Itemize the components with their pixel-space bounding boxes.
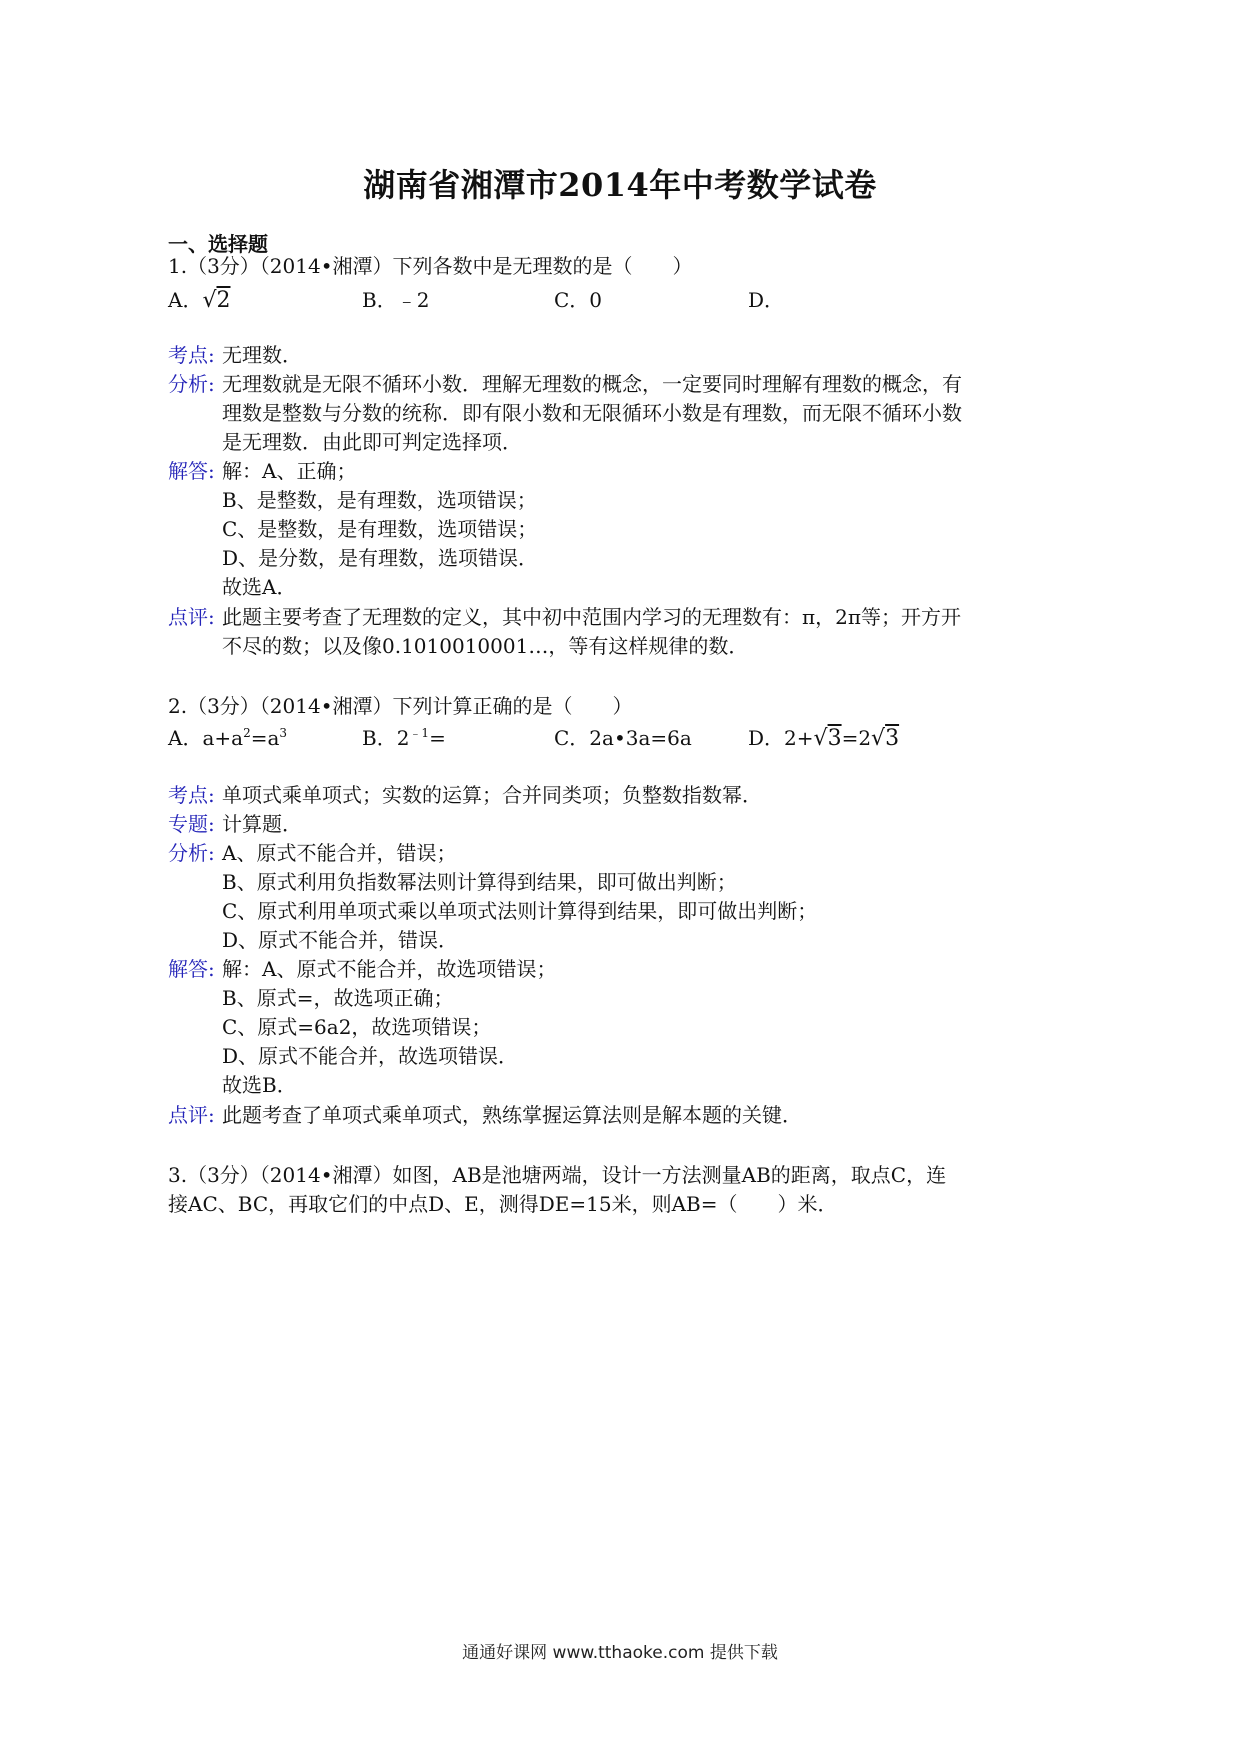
q1-dianping-line: 此题主要考查了无理数的定义，其中初中范围内学习的无理数有：π，2π等；开方开: [222, 605, 962, 629]
q2-fenxi-line: B、原式利用负指数幂法则计算得到结果，即可做出判断；: [222, 870, 737, 894]
page-title: 湖南省湘潭市2014年中考数学试卷: [363, 166, 877, 204]
q2-option-d-mid: =2: [841, 726, 872, 750]
q2-jieda-line: B、原式=，故选项正确；: [222, 986, 454, 1010]
q1-jieda-line: B、是整数，是有理数，选项错误；: [222, 488, 537, 512]
footer-credit: 通通好课网 www.tthaoke.com 提供下载: [462, 1643, 778, 1663]
q2-kaodian-label: 考点:: [168, 783, 215, 807]
sqrt-symbol: √: [871, 726, 886, 751]
q2-option-b-prefix: B．2: [362, 726, 410, 750]
q1-jieda-line: C、是整数，是有理数，选项错误；: [222, 517, 538, 541]
q2-option-c: C．2a•3a=6a: [554, 726, 692, 750]
q2-dianping-text: 此题考查了单项式乘单项式，熟练掌握运算法则是解本题的关键．: [222, 1103, 802, 1127]
q1-fenxi-line: 无理数就是无限不循环小数．理解无理数的概念，一定要同时理解有理数的概念，有: [222, 372, 962, 396]
q2-option-d-prefix: D．2+: [748, 726, 814, 750]
q1-jieda-line: 故选A．: [222, 575, 297, 599]
q1-dianping-line: 不尽的数；以及像0.1010010001…，等有这样规律的数．: [222, 634, 749, 658]
q1-option-c: C．0: [554, 288, 603, 312]
q2-jieda-line: C、原式=6a2，故选项错误；: [222, 1015, 492, 1039]
q2-jieda-line: 解：A、原式不能合并，故选项错误；: [222, 957, 557, 981]
q2-dianping-label: 点评:: [168, 1103, 215, 1127]
q2-jieda-label: 解答:: [168, 957, 215, 981]
q1-jieda-line: 解：A、正确；: [222, 459, 357, 483]
q1-dianping-label: 点评:: [168, 605, 215, 629]
q1-jieda-line: D、是分数，是有理数，选项错误．: [222, 546, 539, 570]
q1-option-a-radicand: 2: [216, 288, 231, 313]
q2-zhuanti-label: 专题:: [168, 812, 215, 836]
q2-fenxi-line: C、原式利用单项式乘以单项式法则计算得到结果，即可做出判断；: [222, 899, 818, 923]
q1-fenxi-line: 是无理数．由此即可判定选择项．: [222, 430, 522, 454]
q2-option-b-suffix: =: [429, 726, 446, 750]
q1-fenxi-label: 分析:: [168, 372, 215, 396]
q2-option-d: [748, 722, 899, 751]
q3-stem-line: 3.（3分）（2014•湘潭）如图，AB是池塘两端，设计一方法测量AB的距离，取点C，连: [168, 1163, 947, 1187]
q2-option-d-radicand: 3: [885, 726, 900, 751]
q1-option-b: B．﹣2: [362, 288, 430, 312]
q1-option-a: [168, 284, 230, 313]
q1-stem: 1.（3分）（2014•湘潭）下列各数中是无理数的是（ ）: [168, 254, 693, 278]
q2-option-b-exp: ﹣1: [409, 726, 430, 740]
q1-option-a-prefix: A．: [168, 288, 203, 312]
q1-kaodian-label: 考点:: [168, 343, 215, 367]
section-title: 一、选择题: [168, 232, 268, 256]
q1-fenxi-line: 理数是整数与分数的统称．即有限小数和无限循环小数是有理数，而无限不循环小数: [222, 401, 962, 425]
q2-jieda-line: 故选B．: [222, 1073, 297, 1097]
sqrt-symbol: √: [813, 726, 828, 751]
q2-option-a-mid: =a: [250, 726, 280, 750]
q2-fenxi-line: A、原式不能合并，错误；: [222, 841, 457, 865]
q2-zhuanti-text: 计算题．: [222, 812, 302, 836]
q2-stem: 2.（3分）（2014•湘潭）下列计算正确的是（ ）: [168, 694, 633, 718]
q2-option-b: [362, 722, 446, 751]
q1-jieda-label: 解答:: [168, 459, 215, 483]
q1-kaodian-text: 无理数．: [222, 343, 302, 367]
q3-stem-line: 接AC、BC，再取它们的中点D、E，测得DE=15米，则AB=（ ）米．: [168, 1192, 838, 1216]
q2-fenxi-label: 分析:: [168, 841, 215, 865]
q2-option-a: [168, 722, 287, 751]
q2-option-a-exp: 2: [243, 726, 251, 740]
sqrt-symbol: √: [202, 288, 217, 313]
q1-option-d: D．: [748, 288, 785, 312]
q2-jieda-line: D、原式不能合并，故选项错误．: [222, 1044, 519, 1068]
q2-option-a-exp: 3: [279, 726, 288, 740]
q2-kaodian-text: 单项式乘单项式；实数的运算；合并同类项；负整数指数幂．: [222, 783, 762, 807]
q2-option-a-prefix: A．a+a: [168, 726, 244, 750]
q2-fenxi-line: D、原式不能合并，错误．: [222, 928, 459, 952]
q2-option-d-radicand: 3: [827, 726, 842, 751]
